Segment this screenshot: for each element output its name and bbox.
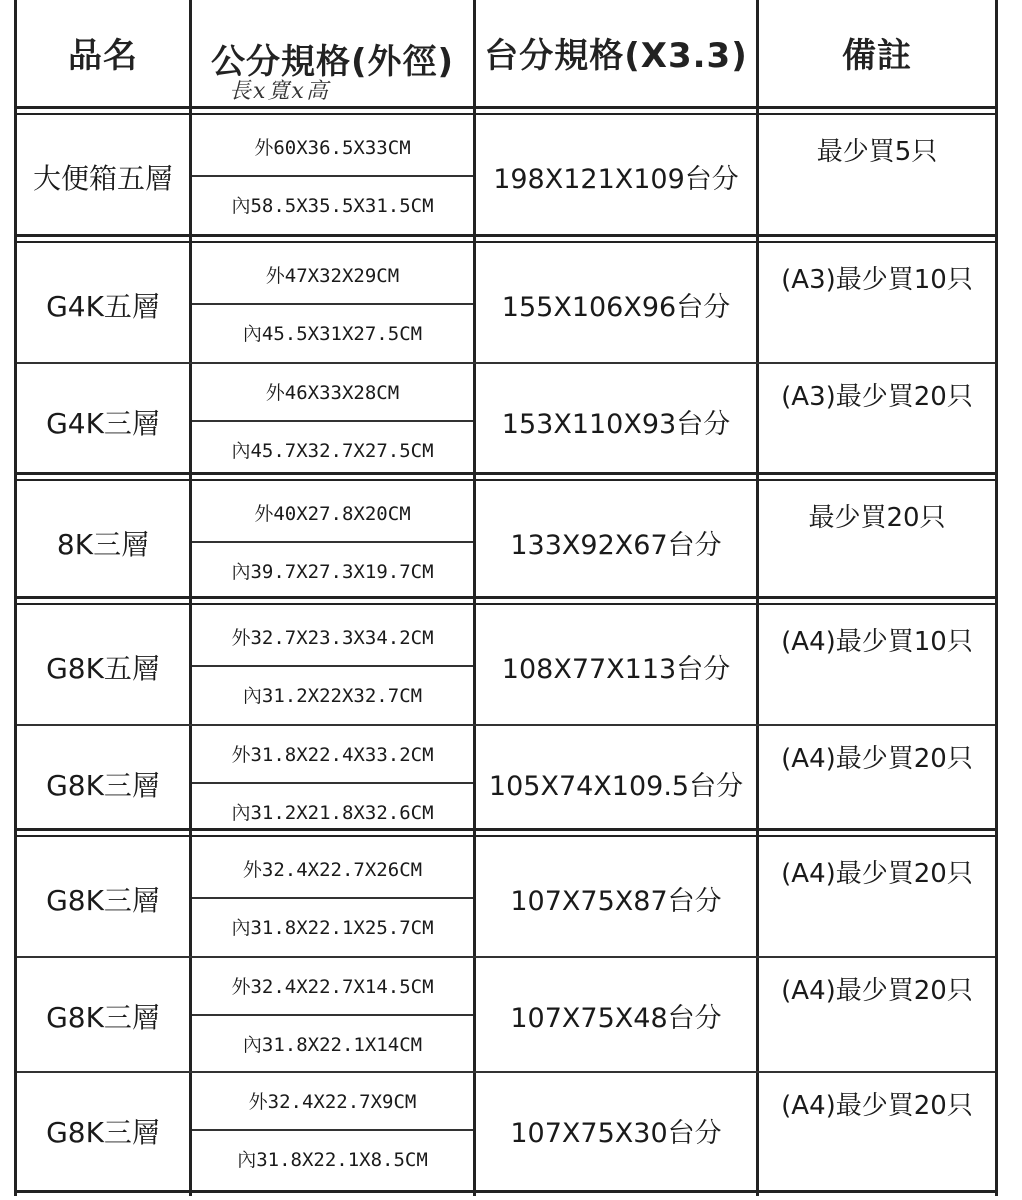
remark: 最少買5只	[816, 137, 938, 167]
header-remark: 備註	[842, 35, 912, 76]
product-name: G8K五層	[46, 651, 160, 685]
outer-dimension: 外32.4X22.7X26CM	[242, 859, 423, 882]
remark: (A4)最少買20只	[781, 859, 973, 889]
inner-dimension: 內45.7X32.7X27.5CM	[231, 439, 434, 462]
product-name: G8K三層	[46, 883, 160, 917]
inner-dimension: 內31.8X22.1X14CM	[242, 1033, 423, 1056]
table-row	[17, 119, 995, 234]
product-name: G4K五層	[46, 289, 160, 323]
inner-dimension: 內31.2X22X32.7CM	[242, 684, 423, 707]
spec-table	[14, 0, 998, 1196]
inner-dimension: 內39.7X27.3X19.7CM	[231, 560, 434, 583]
remark: (A3)最少買10只	[781, 265, 973, 295]
tai-dimension: 107X75X87台分	[510, 886, 722, 917]
table-row	[17, 485, 995, 600]
product-name: 大便箱五層	[32, 161, 173, 195]
header-cm-spec: 公分規格(外徑)	[210, 42, 455, 82]
outer-dimension: 外60X36.5X33CM	[254, 137, 411, 160]
remark: (A4)最少買10只	[781, 627, 973, 657]
inner-dimension: 內58.5X35.5X31.5CM	[231, 194, 434, 217]
table-row	[17, 247, 995, 362]
outer-dimension: 外32.7X23.3X34.2CM	[231, 627, 434, 650]
row-group	[17, 234, 995, 476]
tai-dimension: 155X106X96台分	[501, 292, 731, 323]
remark: 最少買20只	[808, 503, 946, 533]
outer-dimension: 外46X33X28CM	[265, 382, 400, 405]
product-name: G8K三層	[46, 1000, 160, 1034]
inner-dimension: 內31.8X22.1X8.5CM	[237, 1148, 428, 1171]
inner-dimension: 內45.5X31X27.5CM	[242, 322, 423, 345]
product-name: G4K三層	[46, 406, 160, 440]
tai-dimension: 107X75X30台分	[510, 1118, 722, 1149]
table-row	[17, 724, 995, 841]
product-name: G8K三層	[46, 768, 160, 802]
tai-dimension: 108X77X113台分	[501, 654, 731, 685]
remark: (A4)最少買20只	[781, 744, 973, 774]
inner-dimension: 內31.2X21.8X32.6CM	[231, 801, 434, 824]
remark: (A4)最少買20只	[781, 976, 973, 1006]
row-group	[17, 596, 995, 838]
tai-dimension: 198X121X109台分	[493, 164, 739, 195]
table-row	[17, 362, 995, 479]
tai-dimension: 133X92X67台分	[510, 530, 722, 561]
outer-dimension: 外47X32X29CM	[265, 265, 400, 288]
remark: (A3)最少買20只	[781, 382, 973, 412]
tai-dimension: 153X110X93台分	[501, 409, 731, 440]
tai-dimension: 107X75X48台分	[510, 1003, 722, 1034]
remark: (A4)最少買20只	[781, 1091, 973, 1121]
table-row	[17, 609, 995, 724]
inner-dimension: 內31.8X22.1X25.7CM	[231, 916, 434, 939]
header-tai-spec: 台分規格(X3.3)	[484, 35, 748, 76]
table-row	[17, 956, 995, 1073]
header-name: 品名	[68, 35, 138, 76]
table-row	[17, 1071, 995, 1188]
product-name: 8K三層	[56, 527, 150, 561]
table-bottom-rule	[17, 1190, 995, 1193]
row-group	[17, 472, 995, 599]
product-name: G8K三層	[46, 1115, 160, 1149]
outer-dimension: 外31.8X22.4X33.2CM	[231, 744, 434, 767]
outer-dimension: 外40X27.8X20CM	[254, 503, 411, 526]
outer-dimension: 外32.4X22.7X14.5CM	[231, 976, 434, 999]
outer-dimension: 外32.4X22.7X9CM	[248, 1091, 417, 1114]
header-cm-spec-handwritten-note: 長x寬x高	[229, 79, 330, 104]
table-row	[17, 841, 995, 956]
row-group	[17, 106, 995, 233]
tai-dimension: 105X74X109.5台分	[488, 771, 744, 802]
row-group	[17, 828, 995, 1185]
